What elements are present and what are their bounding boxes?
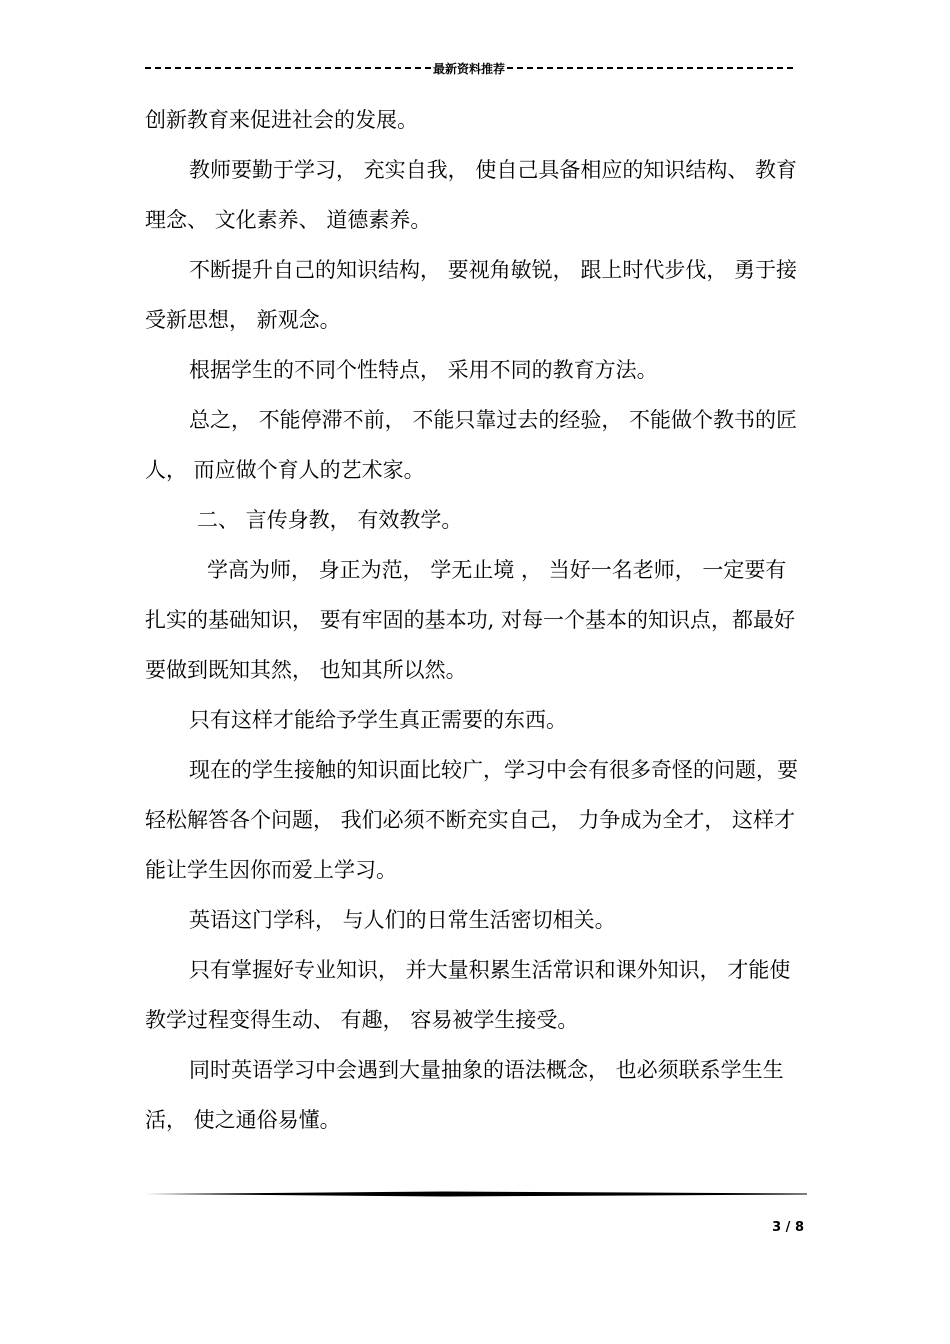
paragraph: 学高为师， 身正为范， 学无止境 ， 当好一名老师， 一定要有扎实的基础知识， 要有牢固的基本功, 对每一个基本的知识点，都最好要做到既知其然， 也知其所以然。 <box>145 558 796 682</box>
page-number: 3 / 8 <box>772 1220 804 1235</box>
section-heading: 二、 言传身教， 有效教学。 <box>197 508 463 532</box>
paragraph: 根据学生的不同个性特点， 采用不同的教育方法。 <box>189 358 658 382</box>
paragraph: 只有掌握好专业知识， 并大量积累生活常识和课外知识， 才能使教学过程变得生动、 有趣， 容易被学生接受。 <box>145 958 791 1032</box>
header-title: 最新资料推荐 <box>433 61 506 76</box>
footer-rule <box>145 1190 807 1198</box>
header-dash-right <box>507 67 793 69</box>
paragraph: 同时英语学习中会遇到大量抽象的语法概念， 也必须联系学生生活， 使之通俗易懂。 <box>145 1058 784 1132</box>
paragraph: 不断提升自己的知识结构， 要视角敏锐， 跟上时代步伐， 勇于接受新思想， 新观念。 <box>145 258 798 332</box>
paragraph: 只有这样才能给予学生真正需要的东西。 <box>189 708 567 732</box>
paragraph: 总之， 不能停滞不前， 不能只靠过去的经验， 不能做个教书的匠人， 而应做个育人的艺术家。 <box>145 408 798 482</box>
header-dash-left <box>145 67 431 69</box>
paragraph: 教师要勤于学习， 充实自我， 使自己具备相应的知识结构、 教育理念、 文化素养、 道德素养。 <box>145 158 798 232</box>
document-body <box>145 95 807 1145</box>
page-header <box>145 58 793 78</box>
paragraph: 英语这门学科， 与人们的日常生活密切相关。 <box>189 908 616 932</box>
paragraph-continuation: 创新教育来促进社会的发展。 <box>145 108 418 132</box>
paragraph: 现在的学生接触的知识面比较广，学习中会有很多奇怪的问题，要轻松解答各个问题， 我们必须不断充实自己， 力争成为全才， 这样才能让学生因你而爱上学习。 <box>145 758 798 882</box>
